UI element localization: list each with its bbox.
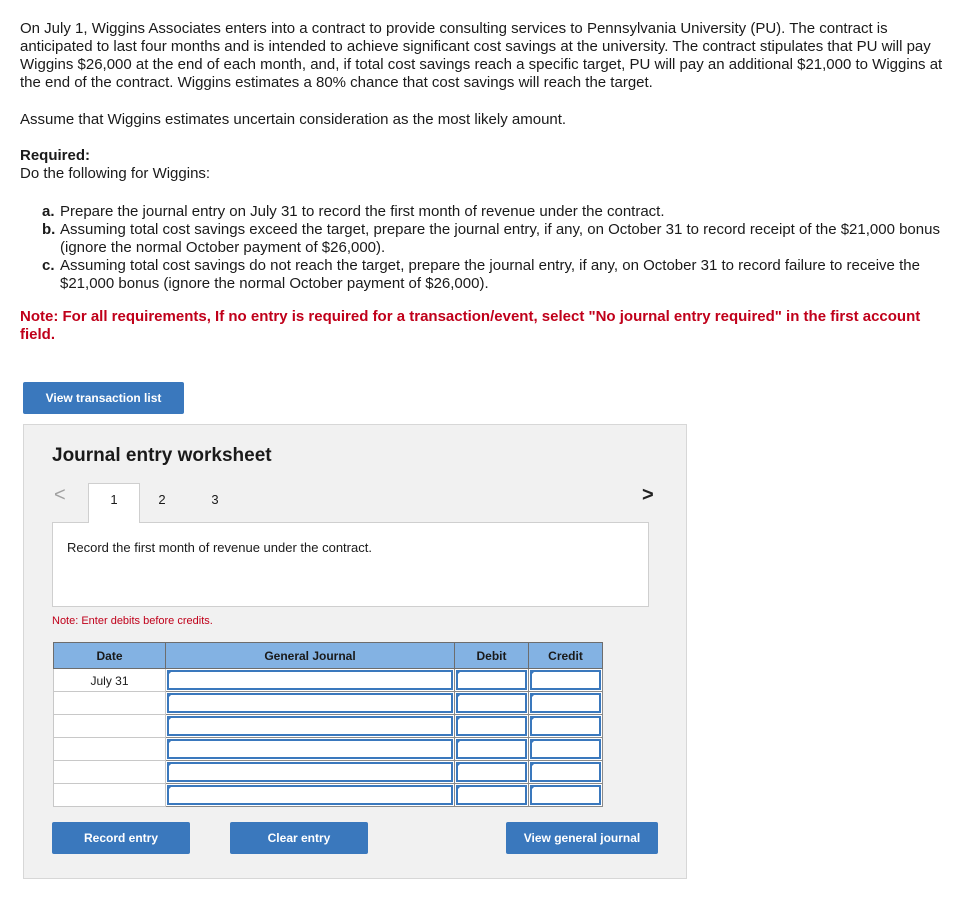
input-marker-icon bbox=[530, 693, 536, 699]
date-cell bbox=[54, 738, 166, 761]
transaction-description bbox=[52, 522, 649, 607]
requirements-list bbox=[20, 203, 952, 293]
requirement-a bbox=[42, 203, 952, 221]
table-row bbox=[54, 715, 603, 738]
input-marker-icon bbox=[456, 762, 462, 768]
date-cell bbox=[54, 784, 166, 807]
chevron-left-icon[interactable]: < bbox=[54, 484, 66, 506]
table-row bbox=[54, 784, 603, 807]
required-heading: Required: bbox=[20, 147, 91, 164]
account-select[interactable] bbox=[166, 738, 455, 761]
requirement-text: Assuming total cost savings exceed the target, prepare the journal entry, if any, on October 31 to record receipt of the $21,000 bonus (ignore the normal October payment of $26,000). bbox=[60, 221, 940, 256]
assumption-text: Assume that Wiggins estimates uncertain consideration as the most likely amount. bbox=[20, 111, 567, 128]
record-entry-button[interactable]: Record entry bbox=[52, 822, 190, 854]
credit-input[interactable] bbox=[529, 715, 603, 738]
requirement-b bbox=[42, 221, 952, 257]
table-row bbox=[54, 692, 603, 715]
debit-input[interactable] bbox=[455, 738, 529, 761]
scenario-text: On July 1, Wiggins Associates enters into a contract to provide consulting services to Pennsylvania University (PU). The contract is anticipated to last four months and is intended to achieve significant cost savings at the university. The contract stipulates that PU will pay Wiggins $26,000 at the end of each month, and, if total cost savings reach a specific target, PU will pay an additional $21,000 to Wiggins at the end of the contract. Wiggins estimates a 80% chance that cost savings will reach the target. bbox=[20, 20, 943, 91]
table-row bbox=[54, 738, 603, 761]
table-row bbox=[54, 669, 603, 692]
debit-input[interactable] bbox=[455, 692, 529, 715]
transaction-description-text: Record the first month of revenue under the contract. bbox=[67, 540, 372, 555]
credit-header: Credit bbox=[529, 643, 603, 669]
input-marker-icon bbox=[456, 716, 462, 722]
debit-input[interactable] bbox=[455, 761, 529, 784]
requirements-note: Note: For all requirements, If no entry is required for a transaction/event, select "No journal entry required" in the first account field. bbox=[20, 308, 921, 343]
requirement-text: Prepare the journal entry on July 31 to record the first month of revenue under the contract. bbox=[60, 203, 665, 220]
journal-entry-worksheet bbox=[23, 424, 687, 879]
dropdown-marker-icon bbox=[167, 739, 173, 745]
required-intro: Do the following for Wiggins: bbox=[20, 165, 211, 182]
view-transaction-list-button[interactable]: View transaction list bbox=[23, 382, 184, 414]
input-marker-icon bbox=[456, 693, 462, 699]
input-marker-icon bbox=[530, 739, 536, 745]
requirement-text: Assuming total cost savings do not reach the target, prepare the journal entry, if any, on October 31 to record failure to receive the $21,000 bonus (ignore the normal October payment of $26,000). bbox=[60, 257, 920, 292]
account-select[interactable] bbox=[166, 692, 455, 715]
general-journal-header: General Journal bbox=[166, 643, 455, 669]
tab-1[interactable]: 1 bbox=[88, 483, 140, 523]
dropdown-marker-icon bbox=[167, 693, 173, 699]
dropdown-marker-icon bbox=[167, 785, 173, 791]
credit-input[interactable] bbox=[529, 761, 603, 784]
credit-input[interactable] bbox=[529, 738, 603, 761]
date-cell bbox=[54, 692, 166, 715]
input-marker-icon bbox=[530, 762, 536, 768]
requirement-letter: b. bbox=[42, 221, 56, 238]
problem-statement bbox=[20, 20, 952, 344]
worksheet-title: Journal entry worksheet bbox=[52, 445, 272, 466]
date-cell bbox=[54, 715, 166, 738]
date-header: Date bbox=[54, 643, 166, 669]
requirement-letter: c. bbox=[42, 257, 55, 274]
requirement-letter: a. bbox=[42, 203, 55, 220]
dropdown-marker-icon bbox=[167, 716, 173, 722]
requirement-c bbox=[42, 257, 952, 293]
input-marker-icon bbox=[530, 785, 536, 791]
credit-input[interactable] bbox=[529, 669, 603, 692]
dropdown-marker-icon bbox=[167, 670, 173, 676]
chevron-right-icon[interactable]: > bbox=[642, 484, 654, 506]
worksheet-note: Note: Enter debits before credits. bbox=[52, 615, 213, 627]
debit-input[interactable] bbox=[455, 715, 529, 738]
input-marker-icon bbox=[456, 739, 462, 745]
journal-table bbox=[53, 642, 603, 807]
table-row bbox=[54, 761, 603, 784]
input-marker-icon bbox=[530, 670, 536, 676]
clear-entry-button[interactable]: Clear entry bbox=[230, 822, 368, 854]
input-marker-icon bbox=[456, 785, 462, 791]
account-select[interactable] bbox=[166, 715, 455, 738]
credit-input[interactable] bbox=[529, 692, 603, 715]
tab-2[interactable]: 2 bbox=[158, 492, 166, 507]
debit-header: Debit bbox=[455, 643, 529, 669]
credit-input[interactable] bbox=[529, 784, 603, 807]
tab-3[interactable]: 3 bbox=[211, 492, 219, 507]
account-select[interactable] bbox=[166, 784, 455, 807]
date-cell bbox=[54, 761, 166, 784]
date-cell: July 31 bbox=[54, 669, 166, 692]
account-select[interactable] bbox=[166, 669, 455, 692]
account-select[interactable] bbox=[166, 761, 455, 784]
input-marker-icon bbox=[456, 670, 462, 676]
debit-input[interactable] bbox=[455, 784, 529, 807]
input-marker-icon bbox=[530, 716, 536, 722]
journal-header-row bbox=[54, 643, 603, 669]
dropdown-marker-icon bbox=[167, 762, 173, 768]
debit-input[interactable] bbox=[455, 669, 529, 692]
view-general-journal-button[interactable]: View general journal bbox=[506, 822, 658, 854]
